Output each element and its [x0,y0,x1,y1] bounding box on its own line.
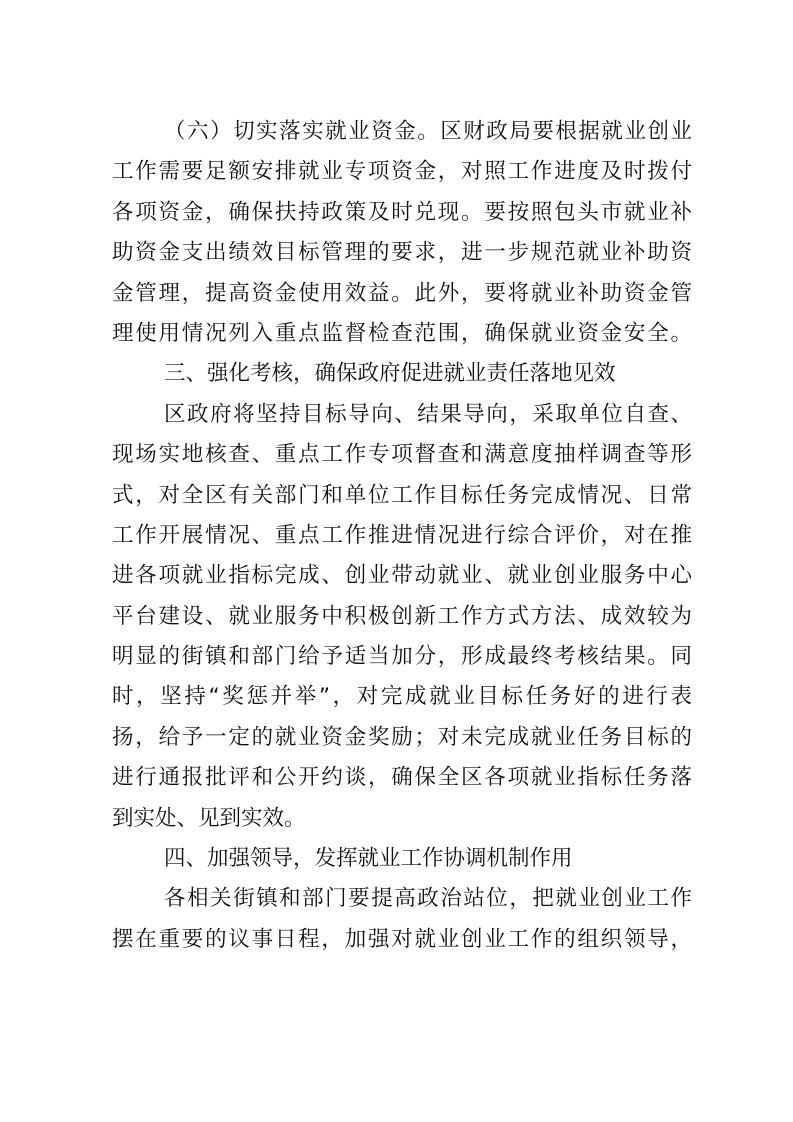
text-line: 四、加强领导，发挥就业工作协调机制作用 [164,846,573,872]
text-line: 区政府将坚持目标导向、结果导向，采取单位自查、 [164,401,692,427]
text-line: 各项资金，确保扶持政策及时兑现。要按照包头市就业补 [112,199,692,225]
document-body [112,112,692,960]
text-line: 金管理，提高资金使用效益。此外，要将就业补助资金管 [112,280,692,306]
text-line: 助资金支出绩效目标管理的要求，进一步规范就业补助资 [112,240,692,266]
text-line: 三、强化考核，确保政府促进就业责任落地见效 [164,361,616,387]
text-line: 工作开展情况、重点工作推进情况进行综合评价，对在推 [112,522,692,548]
text-line: 扬，给予一定的就业资金奖励；对未完成就业任务目标的 [112,724,692,750]
text-line: 各相关街镇和部门要提高政治站位，把就业创业工作 [164,886,692,912]
text-line: 明显的街镇和部门给予适当加分，形成最终考核结果。同 [112,644,692,670]
text-line: 理使用情况列入重点监督检查范围，确保就业资金安全。 [112,320,692,346]
text-line: 进行通报批评和公开约谈，确保全区各项就业指标任务落 [112,765,692,791]
text-line: 工作需要足额安排就业专项资金，对照工作进度及时拨付 [112,159,692,185]
text-line: 平台建设、就业服务中积极创新工作方式方法、成效较为 [112,603,692,629]
text-line: 现场实地核查、重点工作专项督查和满意度抽样调查等形 [112,442,692,468]
text-line: 式，对全区有关部门和单位工作目标任务完成情况、日常 [112,482,692,508]
text-line: 进各项就业指标完成、创业带动就业、就业创业服务中心 [112,563,692,589]
text-line: 摆在重要的议事日程，加强对就业创业工作的组织领导， [112,926,692,952]
text-line: 时，坚持“奖惩并举”，对完成就业目标任务好的进行表 [112,684,692,710]
text-line: （六）切实落实就业资金。区财政局要根据就业创业 [164,119,692,144]
text-line: 到实处、见到实效。 [112,805,306,831]
